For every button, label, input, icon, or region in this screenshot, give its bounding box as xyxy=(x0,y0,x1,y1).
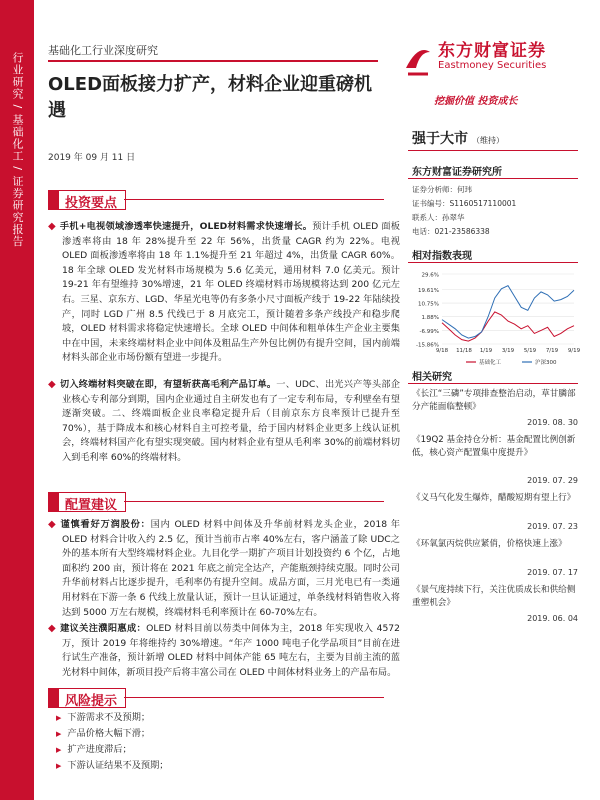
institute-name: 东方财富证券研究所 xyxy=(412,167,502,178)
contact-name: 联系人：孙翠华 xyxy=(412,213,465,222)
section-rule xyxy=(124,697,384,698)
report-date: 2019 年 09 月 11 日 xyxy=(48,153,136,163)
risk-item: ▶ 产品价格大幅下滑； xyxy=(56,726,168,742)
section-rule xyxy=(124,501,384,502)
chart-divider xyxy=(408,262,578,263)
section-marker xyxy=(49,191,59,209)
chart-ytick-label: 1.88% xyxy=(421,315,439,322)
risk-item: ▶ 下游需求不及预期； xyxy=(56,710,168,726)
brand-emblem-icon xyxy=(402,38,434,78)
report-title: OLED面板接力扩产，材料企业迎重磅机遇 xyxy=(48,74,373,121)
related-item[interactable]: 《景气度持续下行，关注优质成长和供给侧重塑机会》 xyxy=(412,585,576,608)
chart-xtick-label: 5/19 xyxy=(523,348,537,354)
invest-point-body: 一、UDC、出光兴产等头部企业核心专利部分到期，国内企业通过自主研发也有了一定专利布局，专利壁垒有望逐渐突破。二、终端面板企业良率稳定提升后（目前京东方良率预计已提升至 70%），基于降成本和核心材料自主可控考量，给于国内材料企业更多上线认证机会，终端材料国产化有望实现突破。国内材料企业有望从毛利率 30%的前端材料切入到毛利率 60%的终端材料。 xyxy=(62,379,400,463)
chart-ytick-label: 10.75% xyxy=(418,301,439,308)
config-point-body: 国内 OLED 材料中间体及升华前材料龙头企业，2018 年 OLED 材料合计收入约 2.5 亿，预计当前市占率 40%左右，客户涵盖了除 UDC之外的基本所有大型终端材料企业。九目化学一期扩产项目计划投资约 6 个亿，占地面积约 200 亩，预计将在 2021 年底之前完全达产，产能瓶颈持续克服。同时公司升华前材料占比逐步提升，毛利率仍有提升空间。成品方面，三月光电已有一类通用材料在下游一条 6 代线上放量认证，预计一旦认证通过，单条线材料销售收入将达到 5000 万左右规模，终端材料毛利率预计在 60-70%左右。 xyxy=(62,519,400,618)
chart-ytick-label: -6.99% xyxy=(419,328,439,335)
related-title: 相关研究 xyxy=(412,372,452,383)
bullet-icon: ◆ xyxy=(48,623,57,634)
institute-divider xyxy=(408,178,578,179)
sidebar-label: 行业研究 / 基础化工 / 证券研究报告 xyxy=(11,52,24,248)
related-date: 2019. 07. 23 xyxy=(527,522,578,531)
invest-point-lead: 切入终端材料突破在即，有望斩获高毛利产品订单。 xyxy=(59,379,277,390)
brand-name-en: Eastmoney Securities xyxy=(438,60,547,71)
invest-point xyxy=(48,220,400,366)
invest-point-body: 预计手机 OLED 面板渗透率将由 18 年 28%提升至 22 年 56%，出货量 CAGR 约为 22%。电视 OLED 面板渗透率将由 18 年 1.1%提升至 21 年超过 4%，出货量 CAGR 60%。18 年全球 OLED 发光材料市场规模为 5.6 亿美元，通用材料 7.0 亿美元。预计 19-21 年有望维持 30%增速，21 年 OLED 终端材料市场规模将达到 200 亿元左右。三星、京东方、LGD、华星光电等仍有多条小尺寸面板产线于 19-22 年陆续投产，同时 LGD 广州 8.5 代线已于 8 月底完工，预计随着多条产线投产和稳步爬坡，OLED 材料需求将稳定快速增长。全球 OLED 中间体和粗单体生产企业主要集中在中国，未来终端材料企业中间体及粗品生产外包比例仍有提升空间，国内前端材料头部企业市场份额有望进一步提升。 xyxy=(62,221,400,364)
related-date: 2019. 07. 29 xyxy=(527,476,578,485)
section-invest-heading xyxy=(48,190,126,210)
chart-ytick-label: -15.86% xyxy=(416,342,439,349)
chart-series-line xyxy=(442,312,574,341)
risk-item: ▶ 扩产进度滞后； xyxy=(56,742,168,758)
analyst-cert: 证书编号：S1160517110001 xyxy=(412,199,517,208)
related-item[interactable]: 《环氧氯丙烷供应紧俏，价格快速上涨》 xyxy=(412,539,567,549)
section-risk-heading xyxy=(48,688,126,708)
brand-logo xyxy=(402,36,578,82)
config-point xyxy=(48,622,400,680)
chart-title: 相对指数表现 xyxy=(412,251,472,262)
related-date: 2019. 06. 04 xyxy=(527,614,578,623)
related-item[interactable]: 《义马气化发生爆炸，醋酸短期有望上行》 xyxy=(412,493,576,503)
section-risk-label: 风险提示 xyxy=(65,694,118,709)
related-item[interactable]: 《19Q2 基金持仓分析：基金配置比例创新低，核心资产配置集中度提升》 xyxy=(412,435,576,458)
section-config-label: 配置建议 xyxy=(65,498,118,513)
section-invest-label: 投资要点 xyxy=(65,196,118,211)
related-date: 2019. 08. 30 xyxy=(527,418,578,427)
bullet-icon: ◆ xyxy=(48,379,56,390)
chart-xtick-label: 9/18 xyxy=(435,348,449,354)
chart-xtick-label: 11/18 xyxy=(456,348,472,354)
section-config-heading xyxy=(48,492,126,512)
config-point xyxy=(48,518,400,620)
rating-value: 强于大市 xyxy=(412,131,468,147)
chart-xtick-label: 9/19 xyxy=(567,348,581,354)
rating xyxy=(412,128,504,148)
bullet-icon: ◆ xyxy=(48,519,57,530)
brand-slogan: 挖掘价值 投资成长 xyxy=(434,96,518,107)
related-item[interactable]: 《长江“三磷”专项排查整治启动，草甘膦部分产能面临整顿》 xyxy=(412,389,576,412)
sidebar-band xyxy=(0,0,34,800)
brand-name: 东方财富证券 xyxy=(438,41,546,61)
chart-legend-label: 沪深300 xyxy=(535,360,557,366)
contact-phone: 电话：021-23586338 xyxy=(412,227,490,236)
chart-ytick-label: 19.61% xyxy=(418,287,439,294)
rating-note: （维持） xyxy=(472,136,504,145)
header-divider xyxy=(48,60,378,62)
config-point-lead: 谨慎看好万润股份： xyxy=(60,519,151,530)
chart-ytick-label: 29.6% xyxy=(421,272,439,279)
config-point-lead: 建议关注濮阳惠成： xyxy=(60,623,147,634)
chart-xtick-label: 1/19 xyxy=(479,348,493,354)
chart-xtick-label: 3/19 xyxy=(501,348,515,354)
chart-xtick-label: 7/19 xyxy=(545,348,559,354)
related-date: 2019. 07. 17 xyxy=(527,568,578,577)
chart-legend-label: 基础化工 xyxy=(479,360,502,366)
risk-item: ▶ 下游认证结果不及预期； xyxy=(56,758,168,774)
section-rule xyxy=(124,199,384,200)
rating-divider xyxy=(408,150,578,151)
invest-point-lead: 手机+电视领域渗透率快速提升，OLED材料需求快速增长。 xyxy=(59,221,313,232)
section-marker xyxy=(49,689,59,707)
risk-list xyxy=(56,710,168,774)
invest-point xyxy=(48,378,400,466)
config-point-body: OLED 材料目前以芴类中间体为主，2018 年实现收入 4572 万，预计 2019 年将维持约 30%增速。“年产 1000 吨电子化学品项目”目前在进行试生产准备，预计新增 OLED 材料中间体产能 65 吨左右，主要为目前主流的蓝光材料中间体，新项目投产后将丰富公司在 OLED 中间体材料业务上的产品布局。 xyxy=(62,623,400,678)
section-marker xyxy=(49,493,59,511)
related-divider xyxy=(408,383,578,384)
analyst-name: 证券分析师：何玮 xyxy=(412,185,472,194)
report-category: 基础化工行业深度研究 xyxy=(48,44,158,57)
bullet-icon: ◆ xyxy=(48,221,56,232)
performance-chart xyxy=(408,268,581,368)
